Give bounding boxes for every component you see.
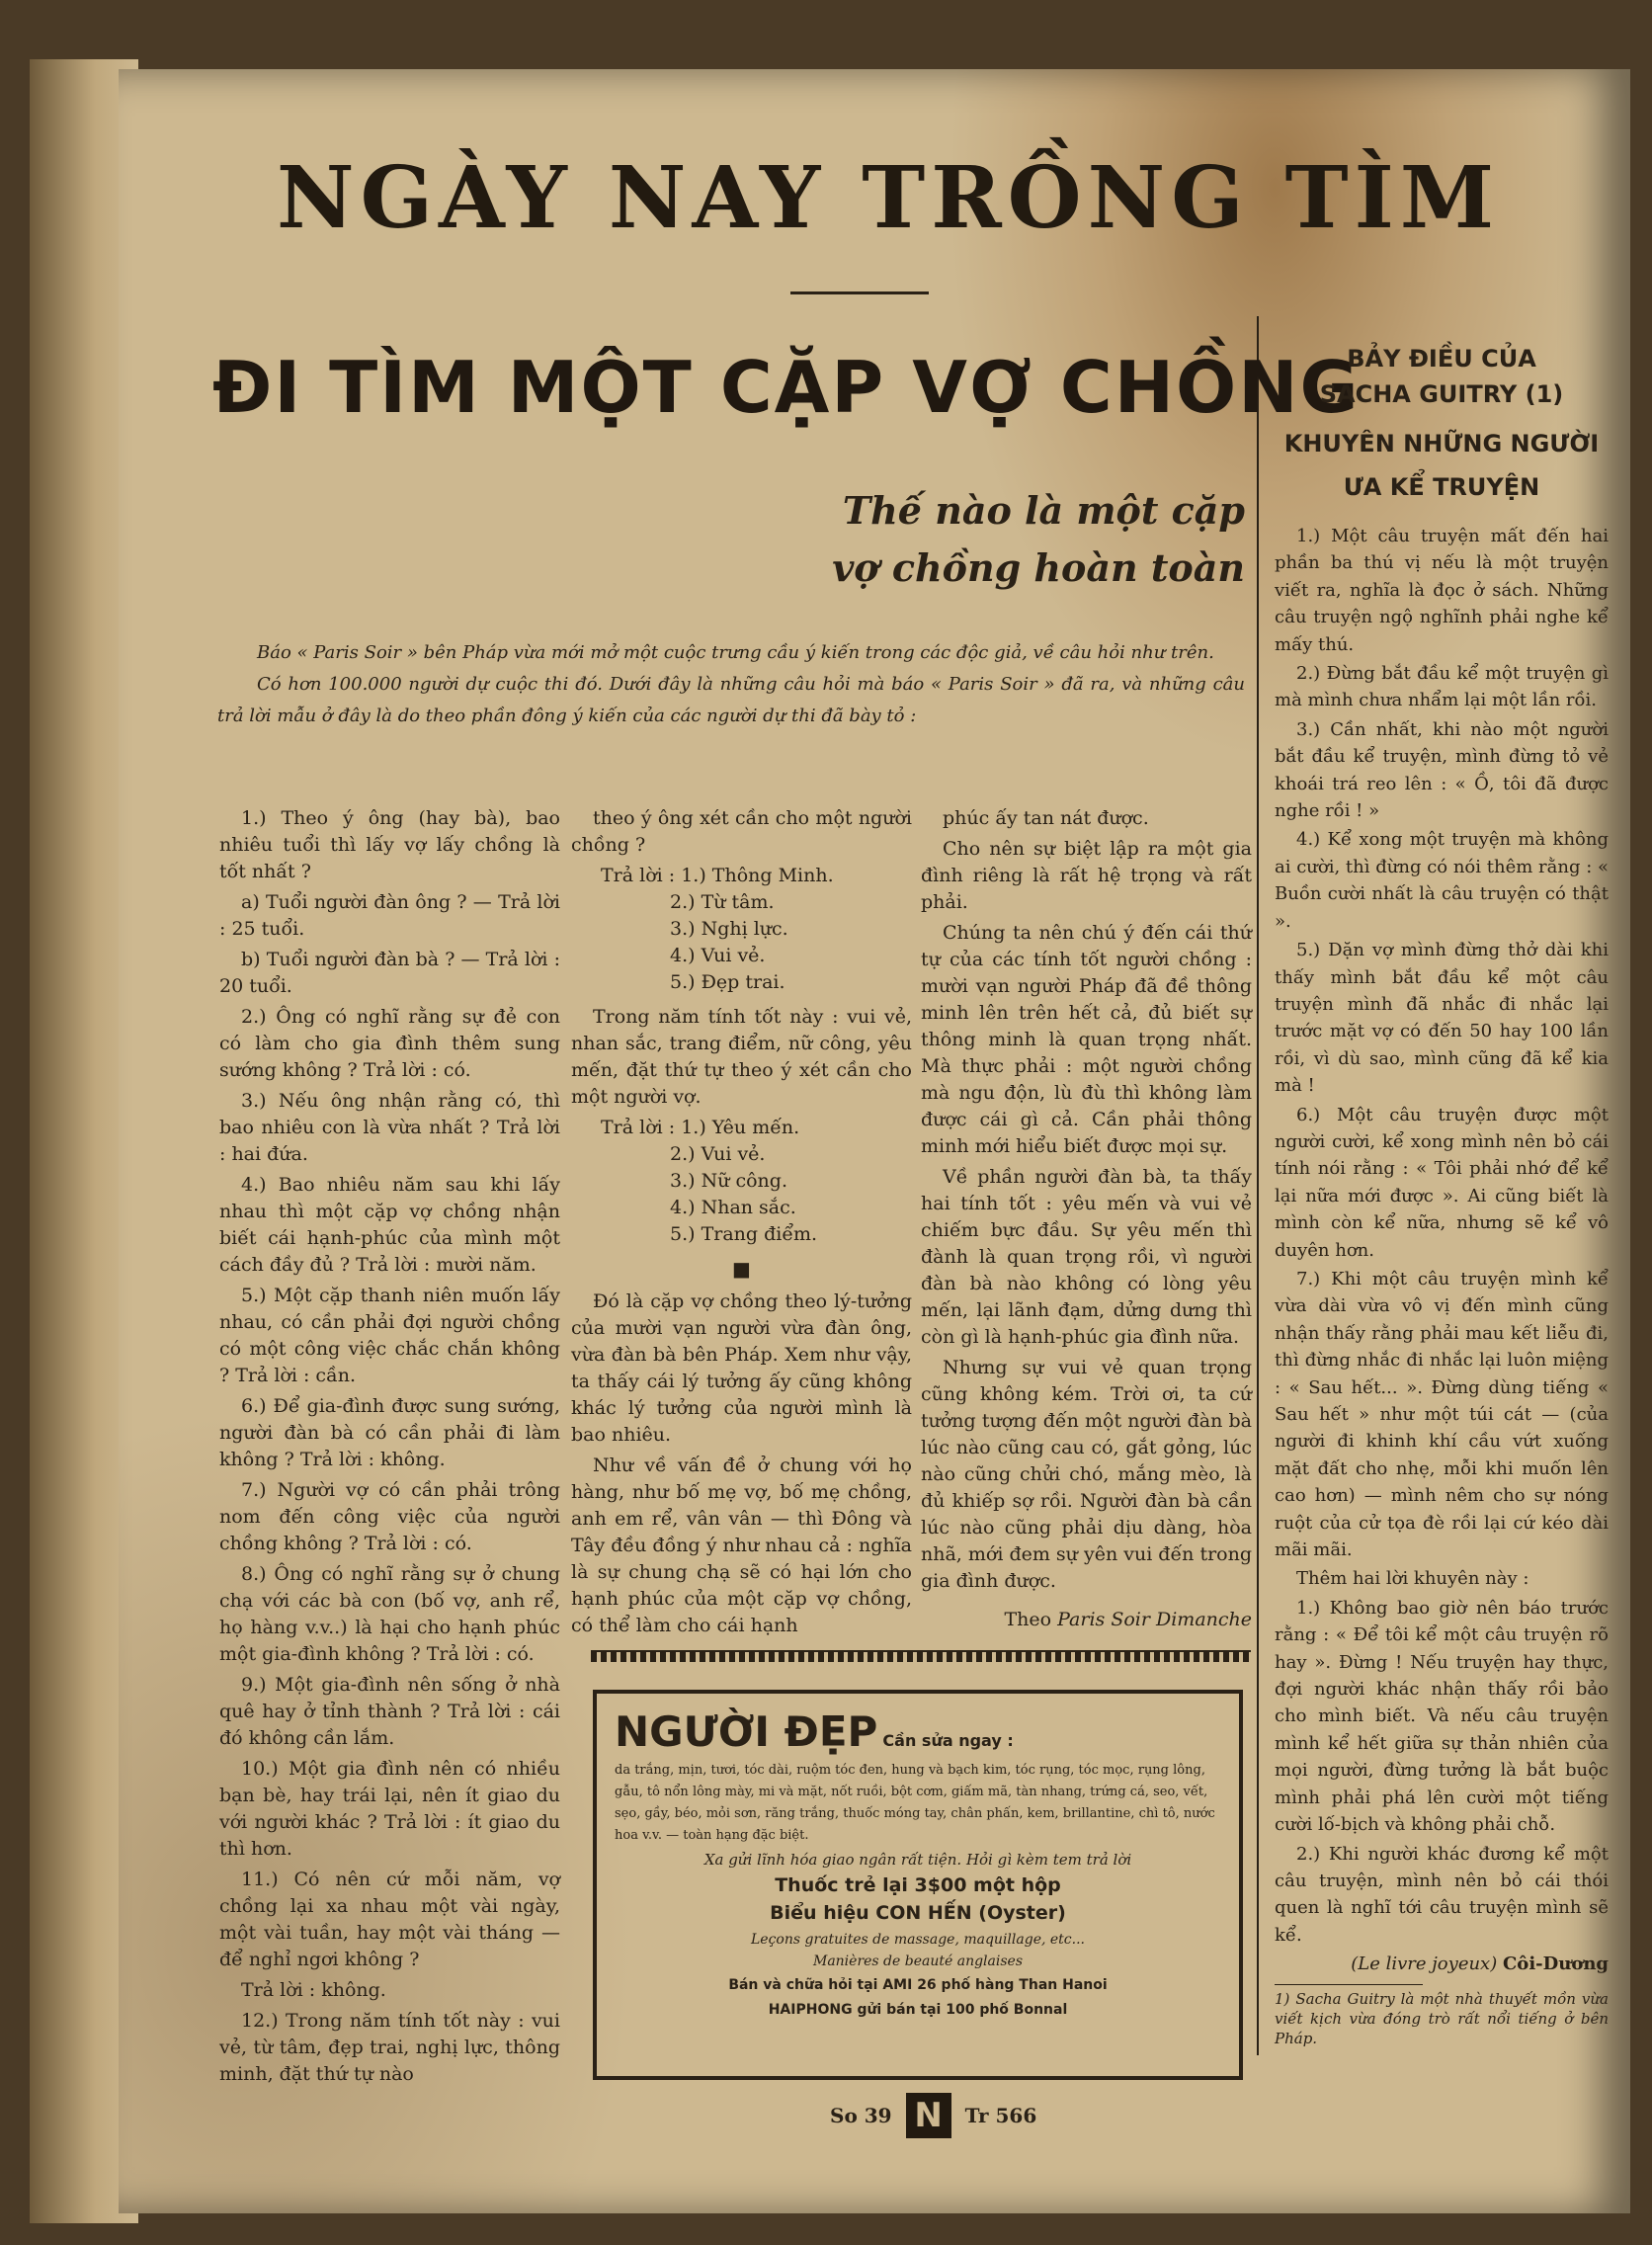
question-paragraph: 7.) Người vợ có cần phải trông nom đến công việc của người chồng không ? Trả lời : có. [219, 1479, 560, 1554]
issue-number: So 39 [830, 2104, 892, 2127]
section-mark: ■ [732, 1257, 751, 1281]
sidebar-item: 2.) Đừng bắt đầu kể một truyện gì mà mình chưa nhẩm lại một lần rồi. [1275, 663, 1609, 711]
question-paragraph: 6.) Để gia-đình được sung sướng, người đàn bà có cần phải đi làm không ? Trả lời : không. [219, 1395, 560, 1470]
sidebar-item: 7.) Khi một câu truyện mình kể vừa dài vừa vô vị đến mình cũng nhận thấy rằng phải mau kết liễu đi, thì đừng nhắc đi nhắc lại luôn miệng : « Sau hết... ». Đừng dùng tiếng « Sau hết » như một túi cát — (của người đi khinh khí cầu vứt xuống mặt đất cho nhẹ, mỗi khi muốn lên cao hơn) — mình nêm cho sự nóng ruột của cử tọa đè rồi lại cứ kéo dài mãi mãi. [1275, 1268, 1609, 1561]
ad-address: HAIPHONG gửi bán tại 100 phố Bonnal [768, 2002, 1068, 2018]
question-paragraph: 5.) Một cặp thanh niên muốn lấy nhau, có cần phải đợi người chồng có một công việc chắc chắn không ? Trả lời : cần. [219, 1285, 560, 1386]
wavy-divider [591, 1650, 1251, 1662]
sidebar-article [1275, 341, 1609, 2048]
publication-logo: N [906, 2093, 951, 2138]
answer-list-wife [571, 1115, 912, 1248]
article-intro [217, 637, 1245, 732]
sidebar-item: 2.) Khi người khác đương kể một câu truyện, mình nên bỏ cái thói quen là nghĩ tới câu truyện mình sẽ kể. [1275, 1843, 1609, 1946]
answer-item: 4.) Nhan sắc. [670, 1197, 796, 1218]
column-paragraph: Chúng ta nên chú ý đến cái thứ tự của các tính tốt người chồng : mười vạn người Pháp đã đề thông minh lên trên hết cả, đủ biết sự thông minh là quan trọng nhất. Mà thực phải : một người chồng mà ngu độn, lù đù thì không làm được cái gì cả. Cần phải thông minh mới hiểu biết được mọi sự. [921, 922, 1252, 1157]
question-paragraph: 2.) Ông có nghĩ rằng sự đẻ con có làm cho gia đình thêm sung sướng không ? Trả lời : có. [219, 1006, 560, 1081]
question-paragraph: Trả lời : không. [241, 1979, 386, 2001]
sidebar-author: Côi-Dương [1502, 1954, 1609, 1975]
question-paragraph: a) Tuổi người đàn ông ? — Trả lời : 25 tuổi. [219, 891, 560, 940]
question-paragraph: 12.) Trong năm tính tốt này : vui vẻ, từ tâm, đẹp trai, nghị lực, thông minh, đặt thứ tự nào [219, 2010, 560, 2085]
sidebar-source: (Le livre joyeux) [1351, 1954, 1498, 1975]
sidebar-item: 1.) Một câu truyện mất đến hai phần ba thú vị nếu là một truyện viết ra, nghĩa là đọc ở sách. Những câu truyện ngộ nghĩnh phải nghe kể mấy thú. [1275, 526, 1609, 655]
sidebar-subtitle-line: ƯA KỂ TRUYỆN [1343, 473, 1540, 501]
masthead-rule [790, 291, 929, 294]
article-column-1 [219, 805, 560, 2092]
page-folio [830, 2093, 1036, 2138]
answer-text: 1.) Yêu mến. [681, 1117, 800, 1138]
answer-item: 5.) Đẹp trai. [670, 971, 785, 993]
footnote: 1) Sacha Guitry là một nhà thuyết mồn vừa viết kịch vừa đóng trò rất nổi tiếng ở bên Pháp. [1275, 1989, 1609, 2047]
ad-lessons: Manières de beauté anglaises [812, 1954, 1024, 1969]
question-paragraph: 11.) Có nên cứ mỗi năm, vợ chồng lại xa nhau một vài ngày, một vài tuần, hay một vài tháng — để nghỉ ngơi không ? [219, 1869, 560, 1970]
article-column-2 [571, 805, 912, 1643]
sidebar-title-line: SACHA GUITRY (1) [1319, 380, 1564, 408]
question-paragraph: 8.) Ông có nghĩ rằng sự ở chung chạ với các bà con (bố vợ, anh rể, họ hàng v.v..) là hại cho hạnh phúc một gia-đình không ? Trả lời : có. [219, 1563, 560, 1665]
answer-item [601, 863, 912, 889]
question-paragraph: 4.) Bao nhiêu năm sau khi lấy nhau thì một cặp vợ chồng nhận biết cái hạnh-phúc của mình một cách đầy đủ ? Trả lời : mười năm. [219, 1174, 560, 1276]
ad-address: Bán và chữa hỏi tại AMI 26 phố hàng Than Hanoi [728, 1977, 1108, 1993]
answer-list-husband [571, 863, 912, 996]
column-paragraph: theo ý ông xét cần cho một người chồng ? [571, 807, 912, 856]
sidebar-item: 1.) Không bao giờ nên báo trước rằng : « Để tôi kể một câu truyện rõ hay ». Đừng ! Nếu truyện hay thực, đợi người khác nhận thấy rồi bảo cho mình biết. Và nếu câu truyện mình kể hết giữa sự thản nhiên của mọi người, đừng tưởng là bắt buộc mình phải phá lên cười một tiếng cười lố-bịch và không phải chỗ. [1275, 1597, 1609, 1836]
ad-header [615, 1707, 1221, 1756]
article-attribution [921, 1607, 1252, 1633]
column-paragraph: Trong năm tính tốt này : vui vẻ, nhan sắc, trang điểm, nữ công, yêu mến, đặt thứ tự theo ý xét cần cho một người vợ. [571, 1006, 912, 1108]
ad-note: Xa gửi lĩnh hóa giao ngân rất tiện. Hỏi gì kèm tem trả lời [703, 1851, 1132, 1869]
article-column-3 [921, 805, 1252, 1633]
sidebar-subtitle [1275, 422, 1609, 509]
attribution-prefix: Theo [1004, 1609, 1052, 1630]
answer-label: Trả lời : [601, 865, 676, 886]
question-paragraph: b) Tuổi người đàn bà ? — Trả lời : 20 tuổi. [219, 949, 560, 997]
ad-title: NGƯỜI ĐẸP [615, 1707, 878, 1756]
sidebar-signature [1275, 1951, 1609, 1977]
ad-lessons: Leçons gratuites de massage, maquillage, etc... [751, 1932, 1085, 1948]
answer-item: 4.) Vui vẻ. [670, 945, 766, 966]
answer-text: 1.) Thông Minh. [681, 865, 834, 886]
sidebar-item: 6.) Một câu truyện được một người cười, kể xong mình nên bỏ cái tính nói rằng : « Tôi phải nhớ để kể lại nữa mới được ». Ai cũng biết là mình còn kể nữa, nhưng sẽ kể vô duyên hơn. [1275, 1104, 1609, 1261]
ad-brand: Biểu hiệu CON HẾN (Oyster) [770, 1902, 1066, 1924]
advertisement-box [593, 1690, 1243, 2080]
column-paragraph: Về phần người đàn bà, ta thấy hai tính tốt : yêu mến và vui vẻ chiếm bực đầu. Sự yêu mến thì đành là quan trọng rồi, vì người đàn bà nào không có lòng yêu mến, lại lãnh đạm, dửng dưng thì còn gì là hạnh-phúc gia đình nữa. [921, 1166, 1252, 1348]
answer-item: 5.) Trang điểm. [670, 1223, 818, 1245]
column-paragraph: phúc ấy tan nát được. [943, 807, 1149, 829]
answer-item [601, 1115, 912, 1141]
question-paragraph: 1.) Theo ý ông (hay bà), bao nhiêu tuổi thì lấy vợ lấy chồng là tốt nhất ? [219, 807, 560, 882]
article-subhead [771, 482, 1245, 597]
sidebar-item: 4.) Kể xong một truyện mà không ai cười, thì đừng có nói thêm rằng : « Buồn cười nhất là câu truyện có thật ». [1275, 829, 1609, 932]
sidebar-item: 5.) Dặn vợ mình đừng thở dài khi thấy mình bắt đầu kể một câu truyện mình đã nhắc đi nhắc lại trước mặt vợ có đến 50 hay 100 lần rồi, vì dù sao, mình cũng đã kể kia mà ! [1275, 940, 1609, 1097]
masthead: NGÀY NAY TRỒNG TÌM [277, 148, 1501, 248]
column-paragraph: Nhưng sự vui vẻ quan trọng cũng không kém. Trời ơi, ta cứ tưởng tượng đến một người đàn bà lúc nào cũng cau có, gắt gỏng, lúc nào cũng chửi chó, mắng mèo, là đủ khiếp sợ rồi. Người đàn bà cần lúc nào cũng phải dịu dàng, hòa nhã, mới đem sự yên vui đến trong gia đình được. [921, 1357, 1252, 1592]
answer-item: 2.) Từ tâm. [670, 891, 775, 913]
answer-item: 3.) Nữ công. [670, 1170, 788, 1192]
sidebar-subtitle-line: KHUYÊN NHỮNG NGƯỜI [1283, 430, 1600, 457]
intro-paragraph: Báo « Paris Soir » bên Pháp vừa mới mở một cuộc trưng cầu ý kiến trong các độc giả, về câu hỏi như trên. [257, 642, 1214, 663]
question-paragraph: 9.) Một gia-đình nên sống ở nhà quê hay ở tỉnh thành ? Trả lời : cái đó không cần lắm. [219, 1674, 560, 1749]
ad-price: Thuốc trẻ lại 3$00 một hộp [775, 1874, 1061, 1896]
attribution-source: Paris Soir Dimanche [1057, 1609, 1252, 1630]
column-paragraph: Đó là cặp vợ chồng theo lý-tưởng của mười vạn người vừa đàn ông, vừa đàn bà bên Pháp. Xem như vậy, ta thấy cái lý tưởng ấy cũng không khác lý tưởng của người mình là bao nhiêu. [571, 1290, 912, 1446]
sidebar-title [1275, 341, 1609, 412]
column-paragraph: Như về vấn đề ở chung với họ hàng, như bố mẹ vợ, bố mẹ chồng, anh em rể, vân vân — thì Đông và Tây đều đồng ý như nhau cả : nghĩa là sự chung chạ sẽ có hại lớn cho hạnh phúc của một cặp vợ chồng, có thể làm cho cái hạnh [571, 1455, 912, 1636]
column-divider [1257, 316, 1259, 2055]
sidebar-item: 3.) Cần nhất, khi nào một người bắt đầu kể truyện, mình đừng tỏ vẻ khoái trá reo lên : « Ồ, tôi đã được nghe rồi ! » [1275, 718, 1609, 822]
subhead-line: Thế nào là một cặp [842, 488, 1245, 533]
subhead-line: vợ chồng hoàn toàn [832, 545, 1245, 590]
sidebar-title-line: BẢY ĐIỀU CỦA [1347, 345, 1536, 373]
ad-lead: Cần sửa ngay : [882, 1731, 1014, 1750]
sidebar-item: Thêm hai lời khuyên này : [1296, 1568, 1529, 1590]
intro-paragraph: Có hơn 100.000 người dự cuộc thi đó. Dưới đây là những câu hỏi mà báo « Paris Soir » đã ra, và những câu trả lời mẫu ở đây là do theo phần đông ý kiến của các người dự thi đã bày tỏ : [217, 674, 1245, 726]
page-number: Tr 566 [964, 2104, 1037, 2127]
ad-body: da trắng, mịn, tươi, tóc dài, ruộm tóc đen, hung và bạch kim, tóc rụng, tóc mọc, rụng lông, gẫu, tô nổn lông mày, mi và mặt, nốt ruồi, bột cơm, giấm mã, tàn nhang, trứng cá, seo, vết, sẹo, gầy, béo, mỏi sơn, răng trắng, thuốc móng tay, chân phấn, kem, brillantine, chì tô, nước hoa v.v. — toàn hạng đặc biệt. [615, 1763, 1215, 1843]
column-paragraph: Cho nên sự biệt lập ra một gia đình riêng là rất hệ trọng và rất phải. [921, 838, 1252, 913]
answer-item: 3.) Nghị lực. [670, 918, 788, 940]
question-paragraph: 10.) Một gia đình nên có nhiều bạn bè, hay trái lại, nên ít giao du với người khác ? Trả lời : ít giao du thì hơn. [219, 1758, 560, 1860]
article-headline: ĐI TÌM MỘT CẶP VỢ CHỒNG [212, 346, 1361, 429]
question-paragraph: 3.) Nếu ông nhận rằng có, thì bao nhiêu con là vừa nhất ? Trả lời : hai đứa. [219, 1090, 560, 1165]
answer-label: Trả lời : [601, 1117, 676, 1138]
answer-item: 2.) Vui vẻ. [670, 1143, 766, 1165]
